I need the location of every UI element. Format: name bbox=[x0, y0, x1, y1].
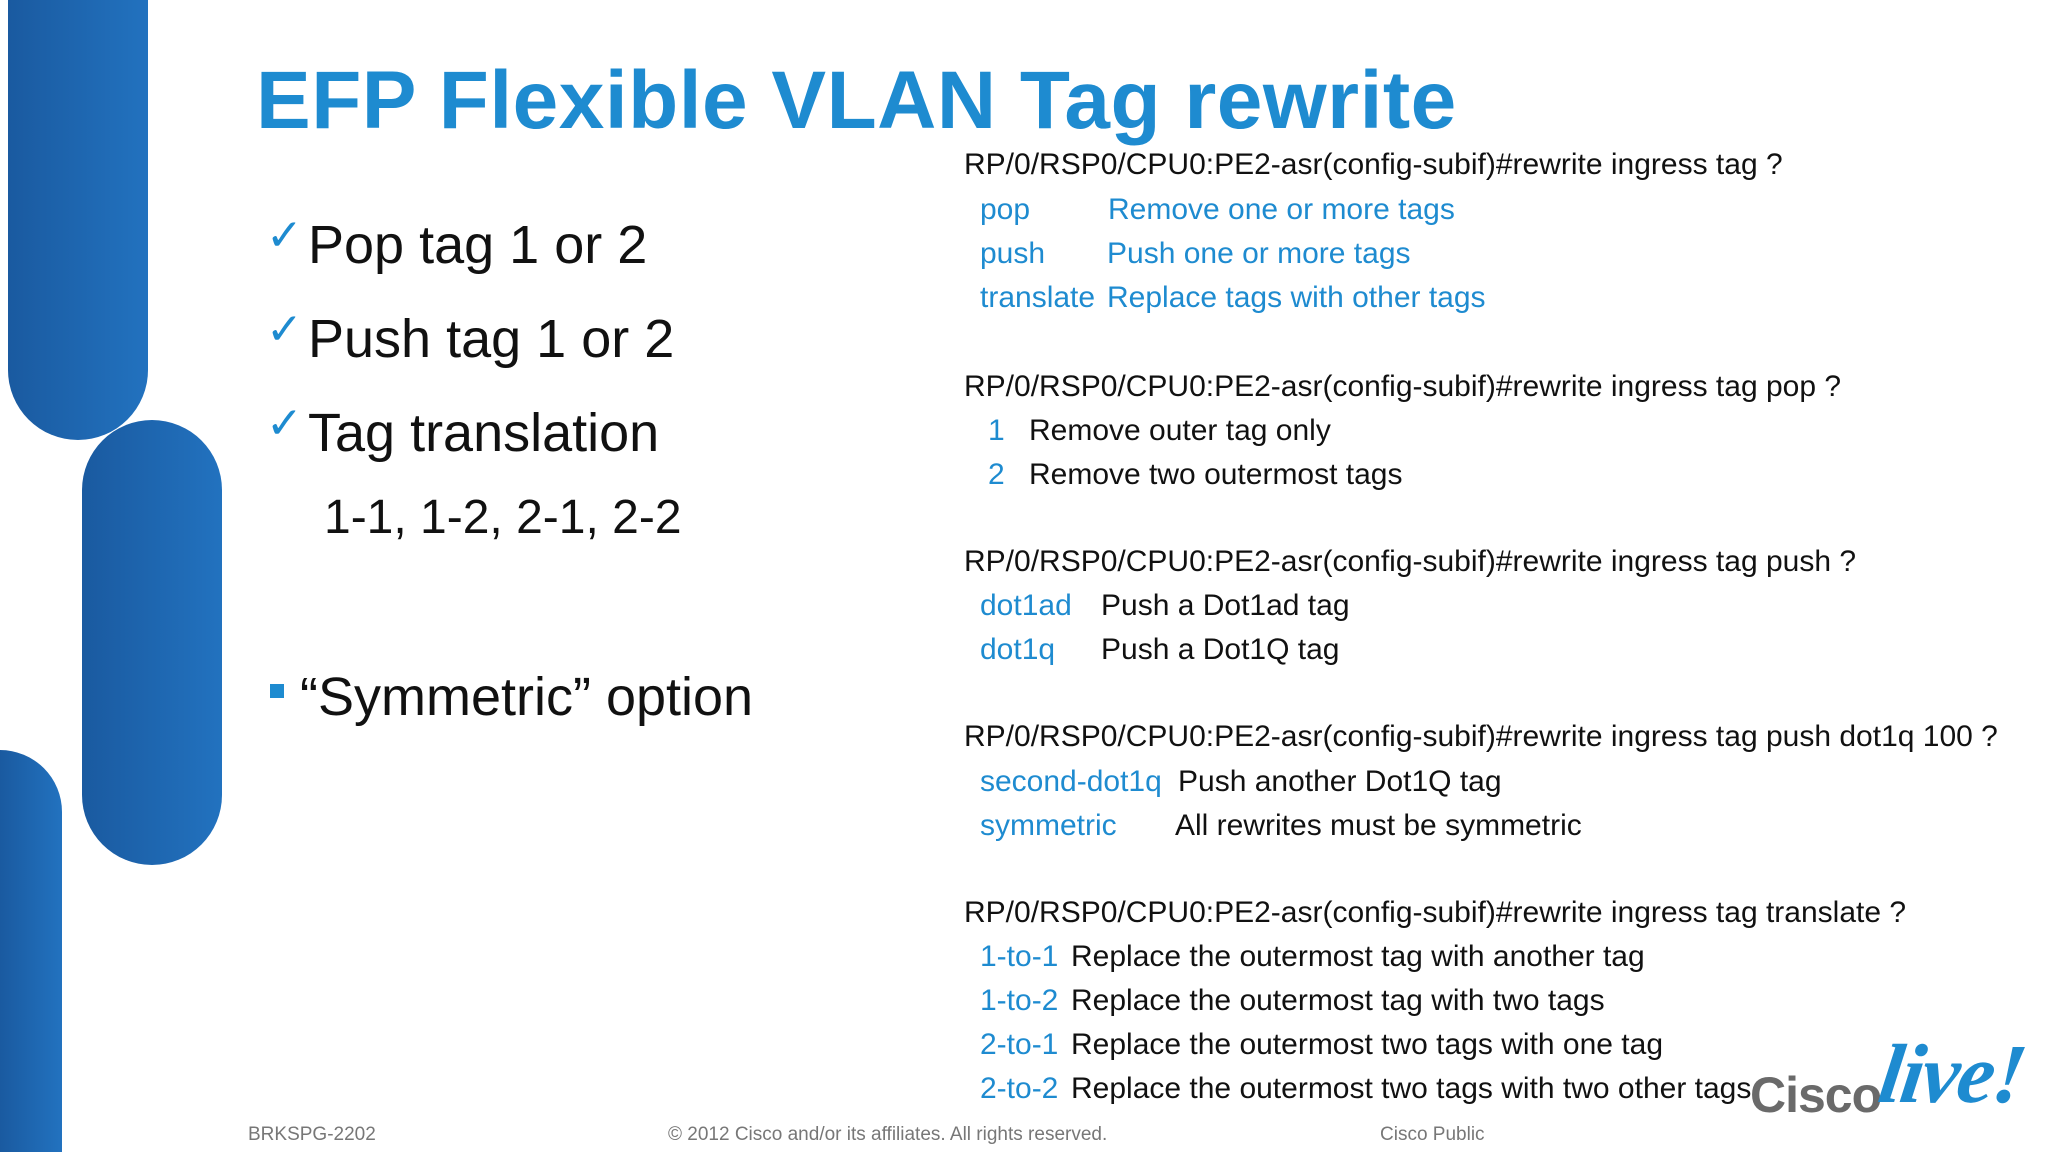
footer-classification: Cisco Public bbox=[1380, 1124, 1485, 1145]
cli-option: 2-to-1 bbox=[980, 1028, 1059, 1061]
cli-option: pop bbox=[980, 193, 1031, 226]
deco-shape-bottom bbox=[0, 750, 62, 1152]
live-logo-icon: live! bbox=[1873, 1028, 2031, 1121]
cli-option: 1-to-2 bbox=[980, 984, 1059, 1017]
cli-option: 2-to-2 bbox=[980, 1072, 1059, 1105]
square-bullet-icon bbox=[270, 684, 284, 698]
cli-option-desc: Remove two outermost tags bbox=[1029, 458, 1403, 491]
cli-option-desc: Push a Dot1Q tag bbox=[1101, 633, 1340, 666]
cli-option-desc: Replace the outermost two tags with one tag bbox=[1071, 1028, 1664, 1061]
cli-option: 1 bbox=[988, 414, 1005, 447]
cli-option: 1-to-1 bbox=[980, 940, 1059, 973]
check-icon: ✓ bbox=[266, 210, 303, 261]
cli-option-desc: Replace the outermost two tags with two other tags bbox=[1071, 1072, 1752, 1105]
check-icon: ✓ bbox=[266, 304, 303, 355]
cli-option-desc: Remove outer tag only bbox=[1029, 414, 1331, 447]
cli-option-desc: Push a Dot1ad tag bbox=[1101, 589, 1350, 622]
slide-title: EFP Flexible VLAN Tag rewrite bbox=[256, 55, 1457, 146]
cli-option-desc: Push one or more tags bbox=[1107, 237, 1411, 270]
cli-prompt: RP/0/RSP0/CPU0:PE2-asr(config-subif)#rewrite ingress tag translate ? bbox=[964, 896, 1907, 929]
deco-shape-middle bbox=[82, 420, 222, 865]
check-icon: ✓ bbox=[266, 398, 303, 449]
cli-option: translate bbox=[980, 281, 1096, 314]
footer-copyright: © 2012 Cisco and/or its affiliates. All rights reserved. bbox=[668, 1124, 1108, 1145]
cli-option: second-dot1q bbox=[980, 765, 1162, 798]
cli-prompt: RP/0/RSP0/CPU0:PE2-asr(config-subif)#rewrite ingress tag push dot1q 100 ? bbox=[964, 720, 1998, 753]
footer-session-id: BRKSPG-2202 bbox=[248, 1124, 376, 1145]
sub-bullet-translation-modes: 1-1, 1-2, 2-1, 2-2 bbox=[324, 491, 682, 544]
cli-option: symmetric bbox=[980, 809, 1117, 842]
bullet-symmetric-option: “Symmetric” option bbox=[300, 667, 754, 727]
cli-option: push bbox=[980, 237, 1046, 270]
cli-option-desc: Replace the outermost tag with two tags bbox=[1071, 984, 1605, 1017]
cli-option-desc: Replace the outermost tag with another tag bbox=[1071, 940, 1645, 973]
cli-option-desc: Remove one or more tags bbox=[1108, 193, 1455, 226]
cli-prompt: RP/0/RSP0/CPU0:PE2-asr(config-subif)#rewrite ingress tag ? bbox=[964, 148, 1783, 181]
cli-option-desc: All rewrites must be symmetric bbox=[1175, 809, 1582, 842]
cli-option-desc: Push another Dot1Q tag bbox=[1178, 765, 1502, 798]
cisco-logo-icon: Cisco bbox=[1750, 1067, 1882, 1123]
bullet-pop-tag: Pop tag 1 or 2 bbox=[308, 215, 648, 275]
bullet-tag-translation: Tag translation bbox=[308, 403, 660, 463]
cli-option: dot1q bbox=[980, 633, 1056, 666]
cli-option: dot1ad bbox=[980, 589, 1072, 622]
left-decoration bbox=[0, 0, 240, 1152]
cli-prompt: RP/0/RSP0/CPU0:PE2-asr(config-subif)#rewrite ingress tag push ? bbox=[964, 545, 1857, 578]
cli-option-desc: Replace tags with other tags bbox=[1107, 281, 1486, 314]
cli-prompt: RP/0/RSP0/CPU0:PE2-asr(config-subif)#rewrite ingress tag pop ? bbox=[964, 370, 1842, 403]
deco-shape-top bbox=[8, 0, 148, 440]
cli-option: 2 bbox=[988, 458, 1005, 491]
bullet-push-tag: Push tag 1 or 2 bbox=[308, 309, 675, 369]
